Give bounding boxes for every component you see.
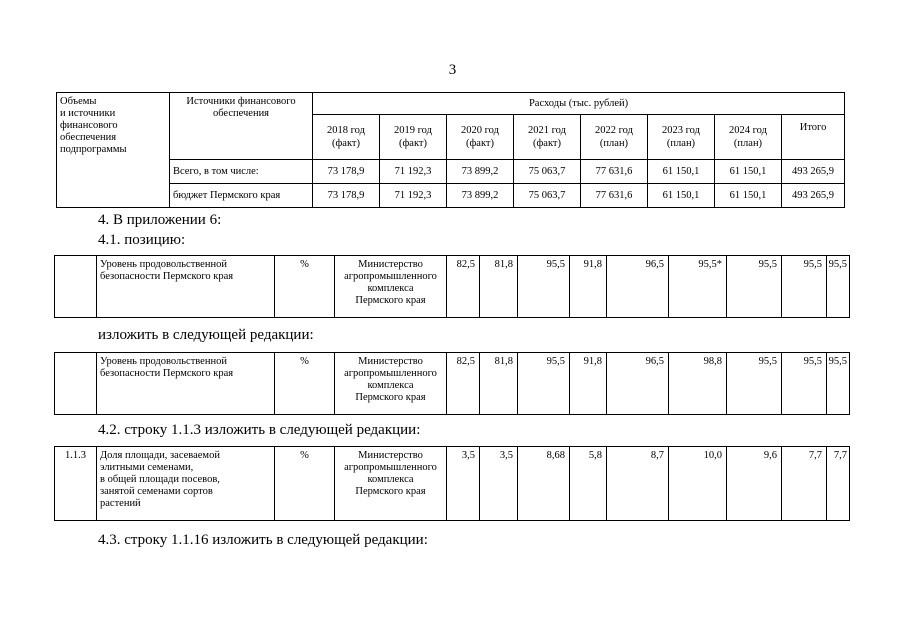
unit: % xyxy=(275,353,335,415)
unit: % xyxy=(275,256,335,318)
table-row: бюджет Пермского края 73 178,9 71 192,3 73 899,2 75 063,7 77 631,6 61 150,1 61 150,1 493 265,9 xyxy=(57,184,845,208)
financing-table xyxy=(56,92,845,208)
total-header: Итого xyxy=(782,115,845,160)
heading-appendix-6: 4. В приложении 6: xyxy=(98,212,222,228)
year-header: 2024 год (план) xyxy=(715,115,782,160)
financing-label: Объемы и источники финансового обеспечения подпрограммы xyxy=(57,93,170,208)
heading-4-2: 4.2. строку 1.1.3 изложить в следующей редакции: xyxy=(98,422,421,438)
heading-4-1: 4.1. позицию: xyxy=(98,232,186,248)
year-header: 2019 год (факт) xyxy=(380,115,447,160)
responsible-ministry: Министерство агропромышленного комплекса Пермского края xyxy=(335,353,447,415)
table-row: Всего, в том числе: 73 178,9 71 192,3 73 899,2 75 063,7 77 631,6 61 150,1 61 150,1 493 265,9 xyxy=(57,160,845,184)
indicator-table-old xyxy=(54,255,850,318)
responsible-ministry: Министерство агропромышленного комплекса Пермского края xyxy=(335,447,447,521)
page-number: 3 xyxy=(448,62,457,78)
heading-4-3: 4.3. строку 1.1.16 изложить в следующей редакции: xyxy=(98,532,428,548)
year-header: 2021 год (факт) xyxy=(514,115,581,160)
source-header: Источники финансового обеспечения xyxy=(170,93,313,160)
indicator-table-new xyxy=(54,352,850,415)
row-number: 1.1.3 xyxy=(55,447,97,521)
table-row: 1.1.3 Доля площади, засеваемой элитными семенами, в общей площади посевов, занятой семенами сортов растений % Министерство агропромышленного комплекса Пермского края 3,5 3,5 8,68 5,8 8,7 10,0 9,6 7,7 7,7 xyxy=(55,447,850,521)
table-row: Уровень продовольственной безопасности Пермского края % Министерство агропромышленного комплекса Пермского края 82,5 81,8 95,5 91,8 96,5 98,8 95,5 95,5 95,5 xyxy=(55,353,850,415)
indicator-table-1-1-3 xyxy=(54,446,850,521)
unit: % xyxy=(275,447,335,521)
indicator-name: Уровень продовольственной безопасности Пермского края xyxy=(97,353,275,415)
indicator-name: Уровень продовольственной безопасности Пермского края xyxy=(97,256,275,318)
year-header: 2022 год (план) xyxy=(581,115,648,160)
row-number xyxy=(55,256,97,318)
year-header: 2020 год (факт) xyxy=(447,115,514,160)
year-header: 2023 год (план) xyxy=(648,115,715,160)
year-header: 2018 год (факт) xyxy=(313,115,380,160)
indicator-name: Доля площади, засеваемой элитными семенами, в общей площади посевов, занятой семенами сортов растений xyxy=(97,447,275,521)
responsible-ministry: Министерство агропромышленного комплекса Пермского края xyxy=(335,256,447,318)
row-number xyxy=(55,353,97,415)
table-row: Уровень продовольственной безопасности Пермского края % Министерство агропромышленного комплекса Пермского края 82,5 81,8 95,5 91,8 96,5 95,5* 95,5 95,5 95,5 xyxy=(55,256,850,318)
expenses-header: Расходы (тыс. рублей) xyxy=(313,93,845,115)
heading-replace-1: изложить в следующей редакции: xyxy=(98,327,314,343)
